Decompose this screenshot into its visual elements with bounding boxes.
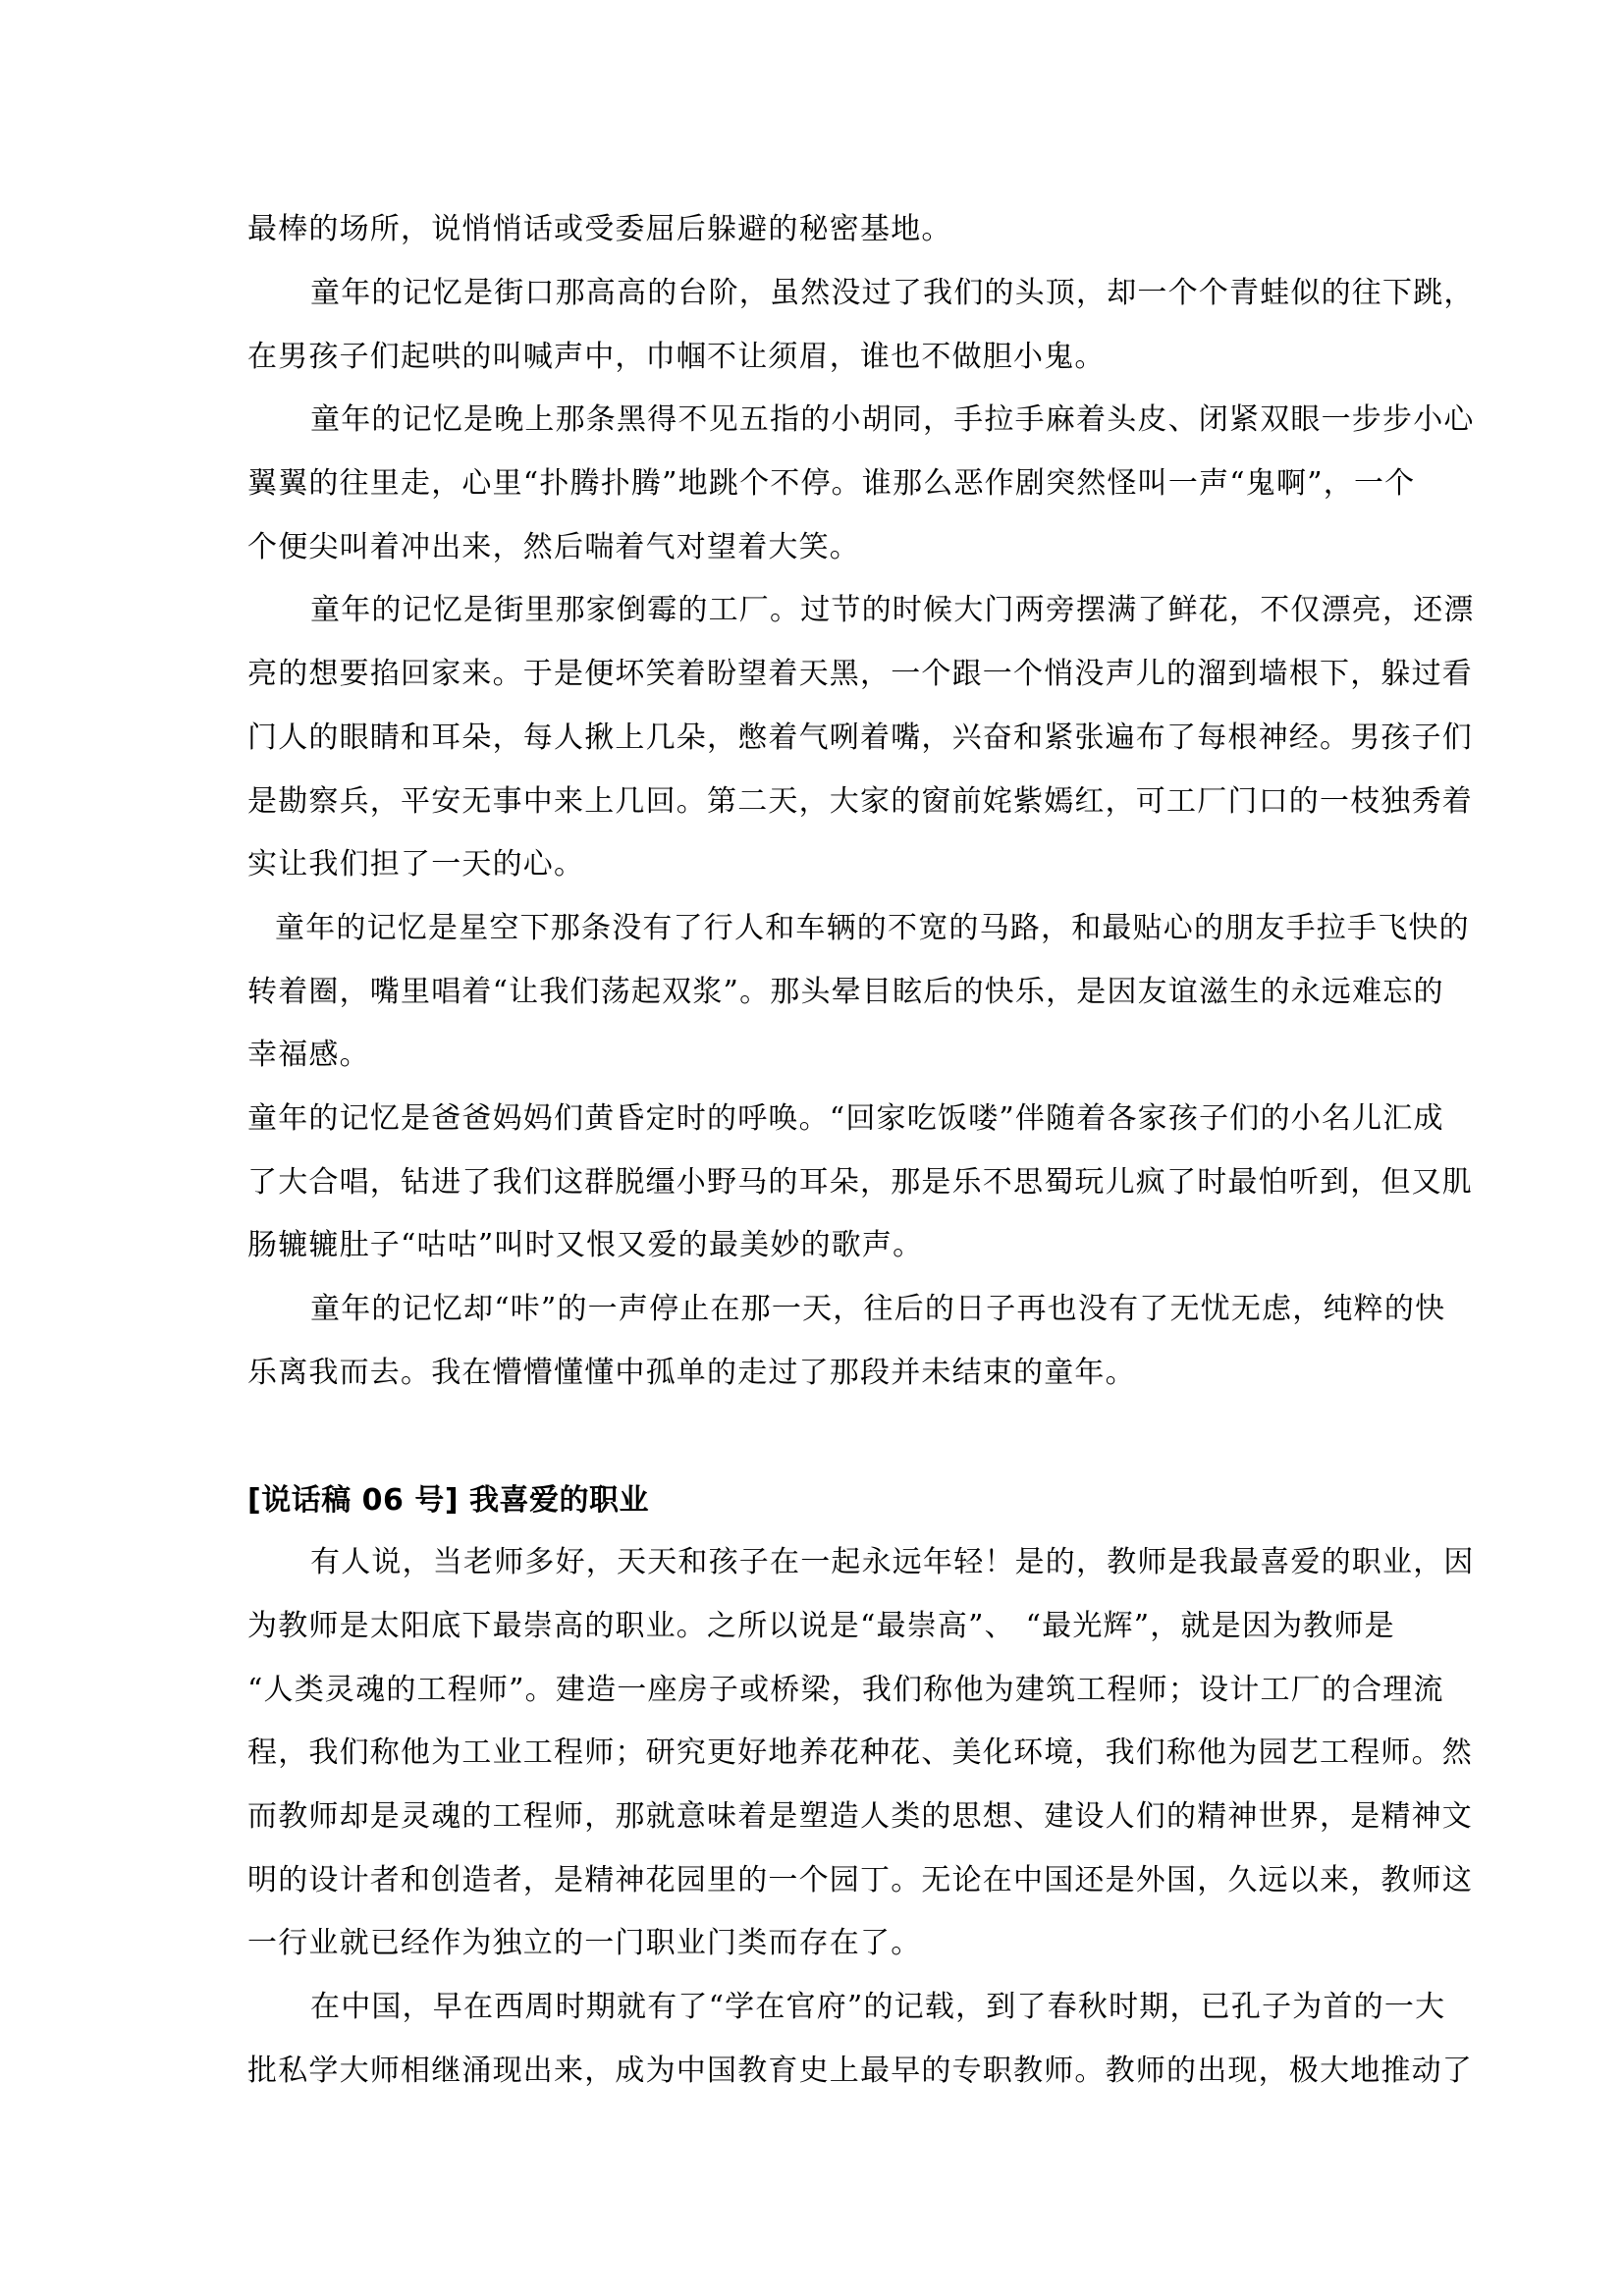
paragraph-line: 批私学大师相继涌现出来，成为中国教育史上最早的专职教师。教师的出现，极大地推动了 — [247, 2054, 1473, 2088]
paragraph-line: 个便尖叫着冲出来，然后喘着气对望着大笑。 — [247, 530, 860, 564]
paragraph-line: 乐离我而去。我在懵懵懂懂中孤单的走过了那段并未结束的童年。 — [247, 1356, 1136, 1390]
paragraph-line: “人类灵魂的工程师”。建造一座房子或桥梁，我们称他为建筑工程师；设计工厂的合理流 — [247, 1673, 1444, 1707]
paragraph-line: 明的设计者和创造者，是精神花园里的一个园丁。无论在中国还是外国，久远以来，教师这 — [247, 1863, 1473, 1897]
paragraph-line: 亮的想要掐回家来。于是便坏笑着盼望着天黑，一个跟一个悄没声儿的溜到墙根下，躲过看 — [247, 657, 1473, 691]
paragraph-line: 童年的记忆是爸爸妈妈们黄昏定时的呼唤。“回家吃饭喽”伴随着各家孩子们的小名儿汇成 — [247, 1101, 1444, 1136]
paragraph-line: 肠辘辘肚子“咕咕”叫时又恨又爱的最美妙的歌声。 — [247, 1228, 924, 1262]
paragraph-line: 童年的记忆是街口那高高的台阶，虽然没过了我们的头顶，却一个个青蛙似的往下跳， — [310, 276, 1475, 310]
paragraph-line: 幸福感。 — [247, 1038, 370, 1072]
paragraph-line: 在中国，早在西周时期就有了“学在官府”的记载，到了春秋时期，已孔子为首的一大 — [310, 1990, 1446, 2024]
paragraph-line: 为教师是太阳底下最崇高的职业。之所以说是“最崇高”、 “最光辉”，就是因为教师是 — [247, 1609, 1395, 1643]
paragraph-line: 童年的记忆是星空下那条没有了行人和车辆的不宽的马路，和最贴心的朋友手拉手飞快的 — [275, 911, 1470, 945]
paragraph-line: 实让我们担了一天的心。 — [247, 847, 585, 881]
paragraph-line: 在男孩子们起哄的叫喊声中，巾帼不让须眉，谁也不做胆小鬼。 — [247, 340, 1106, 374]
paragraph-line: 程，我们称他为工业工程师；研究更好地养花种花、美化环境，我们称他为园艺工程师。然 — [247, 1735, 1473, 1770]
paragraph-line: 童年的记忆是晚上那条黑得不见五指的小胡同，手拉手麻着头皮、闭紧双眼一步步小心 — [310, 402, 1475, 437]
paragraph-line: 一行业就已经作为独立的一门职业门类而存在了。 — [247, 1926, 922, 1960]
paragraph-line: 门人的眼睛和耳朵，每人揪上几朵，憋着气咧着嘴，兴奋和紧张遍布了每根神经。男孩子们 — [247, 721, 1473, 755]
paragraph-line: 而教师却是灵魂的工程师，那就意味着是塑造人类的思想、建设人们的精神世界，是精神文 — [247, 1799, 1473, 1834]
paragraph-line: 有人说，当老师多好，天天和孩子在一起永远年轻！是的，教师是我最喜爱的职业，因 — [310, 1545, 1475, 1579]
paragraph-line: 童年的记忆是街里那家倒霉的工厂。过节的时候大门两旁摆满了鲜花，不仅漂亮，还漂 — [310, 593, 1475, 627]
paragraph-line: 最棒的场所，说悄悄话或受委屈后躲避的秘密基地。 — [247, 212, 952, 246]
paragraph-line: 转着圈，嘴里唱着“让我们荡起双浆”。那头晕目眩后的快乐，是因友谊滋生的永远难忘的 — [247, 975, 1444, 1009]
paragraph-line: 童年的记忆却“咔”的一声停止在那一天，往后的日子再也没有了无忧无虑，纯粹的快 — [310, 1292, 1446, 1326]
paragraph-line: 翼翼的往里走，心里“扑腾扑腾”地跳个不停。谁那么恶作剧突然怪叫一声“鬼啊”，一个 — [247, 466, 1416, 501]
paragraph-line: 了大合唱，钻进了我们这群脱缰小野马的耳朵，那是乐不思蜀玩儿疯了时最怕听到，但又肌 — [247, 1165, 1473, 1200]
section-title: [说话稿 06 号] 我喜爱的职业 — [247, 1483, 650, 1518]
paragraph-line: 是勘察兵，平安无事中来上几回。第二天，大家的窗前姹紫嫣红，可工厂门口的一枝独秀着 — [247, 784, 1473, 819]
